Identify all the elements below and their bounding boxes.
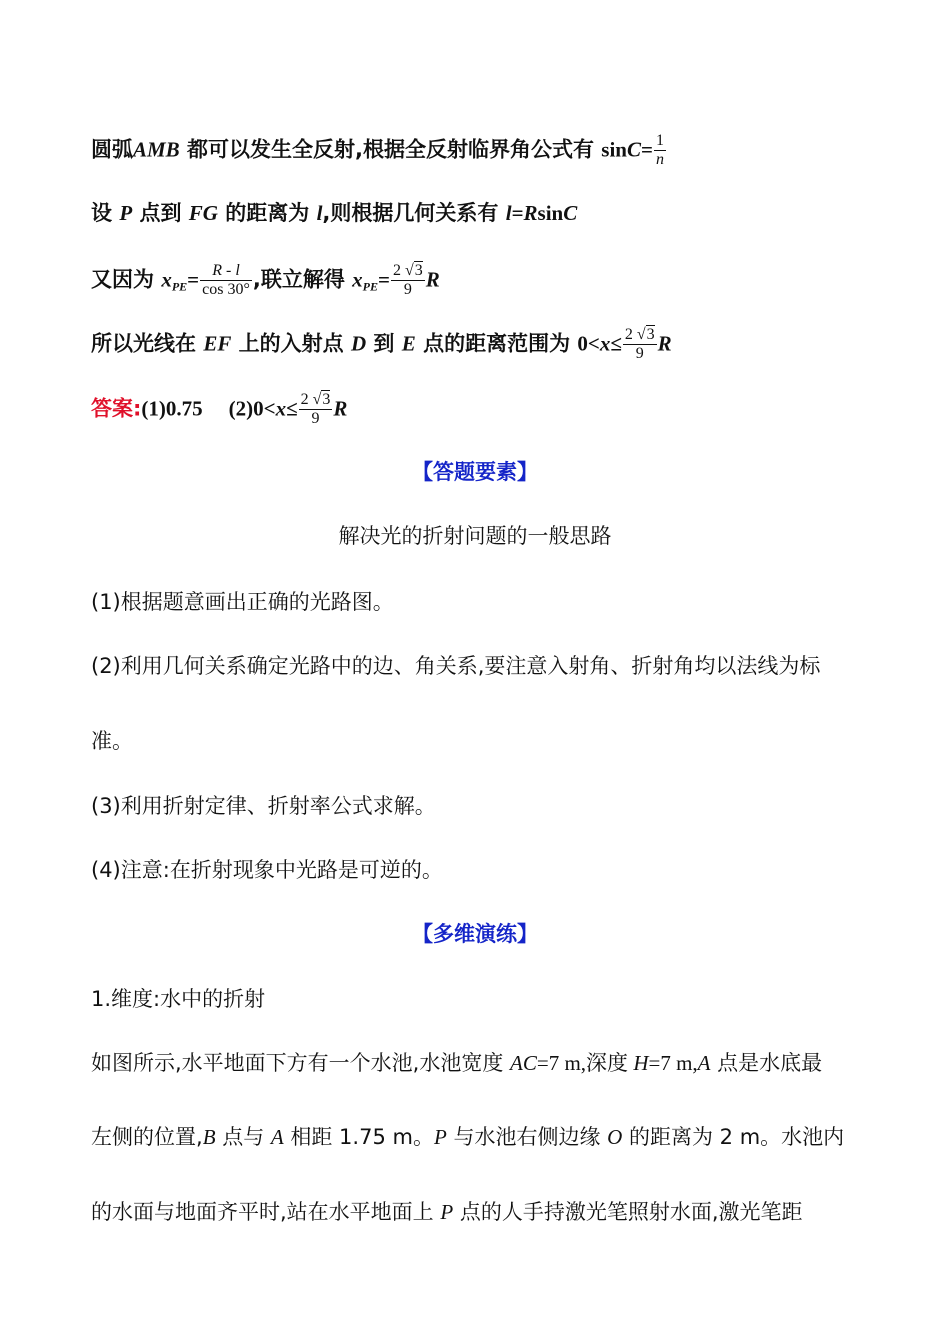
- step-1: (1)根据题意画出正确的光路图。: [91, 590, 394, 614]
- step-4: (4)注意:在折射现象中光路是可逆的。: [91, 858, 443, 882]
- exercise-1-text-line-3: 的水面与地面齐平时,站在水平地面上 P 点的人手持激光笔照射水面,激光笔距: [91, 1200, 803, 1224]
- answer-label: 答案: [91, 396, 133, 421]
- step-2: (2)利用几何关系确定光路中的边、角关系,要注意入射角、折射角均以法线为标: [91, 654, 821, 678]
- section-heading-answer-elements: 【答题要素】: [412, 460, 538, 484]
- exercise-1-text-line-2: 左侧的位置,B 点与 A 相距 1.75 m。P 与水池右侧边缘 O 的距离为 2 m。水池内: [91, 1125, 845, 1149]
- step-2-continued: 准。: [91, 729, 133, 753]
- fraction-1-over-n: $\frac{1}{n}$: [655, 132, 664, 168]
- derivation-line-4: 所以光线在 EF 上的入射点 D 到 E 点的距离范围为 0<x≤ $\frac{2 √3}{9}$ R: [91, 326, 672, 362]
- fraction-2-root3-over-9: $\frac{2 √3}{9}$: [300, 391, 331, 427]
- derivation-line-3: 又因为 $x_{PE}=$ $\frac{R - l}{\cos 30^\circ}$ ,联立解得 $x_{PE}=$ $\frac{2 √3}{9}$ R: [91, 262, 440, 298]
- section-heading-practice: 【多维演练】: [412, 922, 538, 946]
- step-3: (3)利用折射定律、折射率公式求解。: [91, 794, 436, 818]
- answer-line: 答案:(1)0.75 (2)0<x≤ $\frac{2 √3}{9}$ R: [91, 391, 348, 427]
- exercise-1-title: 1.维度:水中的折射: [91, 987, 266, 1011]
- derivation-line-1: 圆弧AMB 都可以发生全反射,根据全反射临界角公式有 sinC= $\frac{1}{n}$: [91, 132, 664, 168]
- exercise-1-text-line-1: 如图所示,水平地面下方有一个水池,水池宽度 AC=7 m,深度 H=7 m,A 点是水底最: [91, 1051, 823, 1075]
- derivation-line-2: 设 P 点到 FG 的距离为 l,则根据几何关系有 l=RsinC: [91, 201, 578, 225]
- fraction-2-root3-over-9: $\frac{2 √3}{9}$: [624, 326, 655, 362]
- section-subtitle: 解决光的折射问题的一般思路: [338, 524, 612, 548]
- fraction-2-root3-over-9: $\frac{2 √3}{9}$: [392, 262, 423, 298]
- fraction-r-minus-l-over-cos30: $\frac{R - l}{\cos 30^\circ}$: [202, 262, 250, 298]
